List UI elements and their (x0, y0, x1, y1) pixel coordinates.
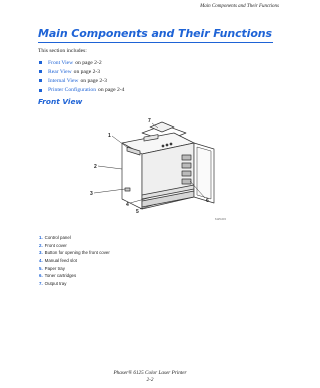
figure-id: 6125-015 (215, 218, 226, 221)
part-label: Control panel (44, 235, 71, 241)
front-cover-button (125, 188, 130, 191)
page-ref: on page 2-4 (98, 87, 125, 94)
footer-page-number: 2-2 (146, 377, 154, 383)
toner-cartridge (182, 155, 191, 160)
section-title: Front View (38, 97, 83, 106)
printer-front-view-figure (82, 111, 232, 223)
callout-6: 6 (206, 198, 209, 204)
section-links-list (39, 58, 124, 95)
callout-3: 3 (90, 191, 93, 197)
intro-text: This section includes: (38, 48, 87, 54)
list-item (39, 234, 110, 242)
footer-product: Phaser® 6125 Color Laser Printer (113, 370, 187, 376)
list-item (39, 280, 110, 288)
list-item (39, 242, 110, 250)
list-item (39, 86, 124, 95)
part-label: Output tray (44, 280, 67, 286)
part-number: 7. (39, 280, 43, 286)
link-rear-view[interactable]: Rear View (48, 68, 72, 75)
list-item (39, 249, 110, 257)
part-label: Paper tray (44, 265, 65, 271)
page-ref: on page 2-2 (75, 59, 102, 66)
callout-5: 5 (136, 209, 139, 215)
callout-1: 1 (108, 133, 111, 139)
link-printer-configuration[interactable]: Printer Configuration (48, 87, 97, 94)
part-number: 1. (39, 235, 43, 241)
page-title: Main Components and Their Functions (38, 27, 272, 40)
page-ref: on page 2-3 (73, 68, 101, 75)
toner-cartridge (182, 163, 191, 168)
callout-7: 7 (148, 118, 151, 124)
part-number: 3. (39, 250, 43, 256)
list-item (39, 76, 124, 85)
bullet-icon (39, 79, 42, 82)
toner-cartridge (182, 179, 191, 184)
link-internal-view[interactable]: Internal View (48, 77, 79, 84)
part-number: 6. (39, 273, 43, 279)
toner-cartridge (182, 171, 191, 176)
control-panel-button (162, 145, 164, 147)
part-number: 4. (39, 258, 43, 264)
list-item (39, 58, 124, 67)
part-label: Button for opening the front cover (44, 250, 110, 256)
bullet-icon (39, 61, 42, 64)
bullet-icon (39, 89, 42, 92)
part-label: Toner cartridges (44, 273, 77, 279)
page-ref: on page 2-3 (80, 77, 107, 84)
callout-2: 2 (94, 164, 97, 170)
part-label: Manual feed slot (44, 258, 77, 264)
part-number: 2. (39, 242, 43, 248)
callout-4: 4 (126, 202, 129, 208)
running-head: Main Components and Their Functions (200, 4, 279, 9)
link-front-view[interactable]: Front View (48, 59, 74, 66)
list-item (39, 67, 124, 76)
title-rule (38, 42, 273, 43)
printer-illustration (122, 122, 214, 209)
part-label: Front cover (44, 242, 67, 248)
control-panel-button (166, 144, 168, 146)
list-item (39, 264, 110, 272)
part-number: 5. (39, 265, 43, 271)
bullet-icon (39, 70, 42, 73)
list-item (39, 272, 110, 280)
parts-list (39, 234, 110, 287)
control-panel-button (170, 143, 172, 145)
list-item (39, 257, 110, 265)
